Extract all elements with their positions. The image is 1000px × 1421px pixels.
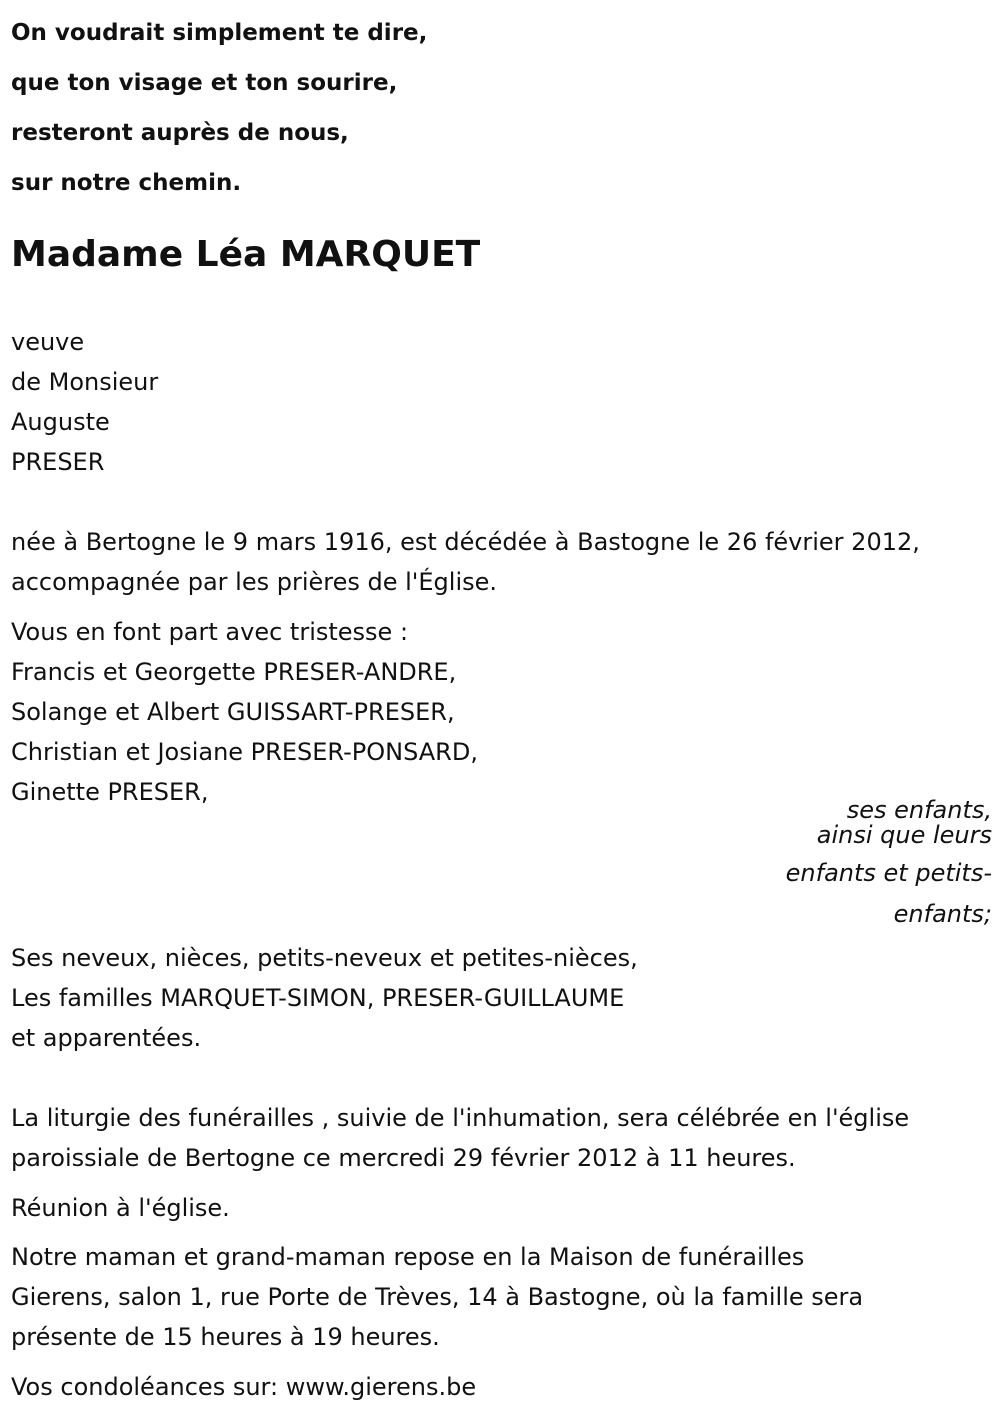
widow-line: de Monsieur xyxy=(11,368,159,396)
poem-line: sur notre chemin. xyxy=(11,170,242,196)
children-note xyxy=(786,797,992,929)
widow-line: PRESER xyxy=(11,448,105,476)
paragraph-line: paroissiale de Bertogne ce mercredi 29 février 2012 à 11 heures. xyxy=(11,1144,796,1172)
widow-line: Auguste xyxy=(11,408,110,436)
family-member: Francis et Georgette PRESER-ANDRE, xyxy=(11,658,457,686)
children-note-line: ainsi que leurs xyxy=(816,821,992,849)
meeting-point xyxy=(11,1188,230,1228)
widow-of-block xyxy=(11,322,158,482)
obituary-notice xyxy=(11,0,992,1421)
family-member: Christian et Josiane PRESER-PONSARD, xyxy=(11,738,478,766)
condolences-text: Vos condoléances sur: www.gierens.be xyxy=(11,1373,477,1401)
paragraph-line: née à Bertogne le 9 mars 1916, est décédée à Bastogne le 26 février 2012, xyxy=(11,528,920,556)
paragraph-line: Gierens, salon 1, rue Porte de Trèves, 14 à Bastogne, où la famille sera xyxy=(11,1283,864,1311)
condolences-line xyxy=(11,1367,476,1407)
announcement-intro: Vous en font part avec tristesse : xyxy=(11,618,409,646)
children-note-line: ses enfants, xyxy=(846,796,992,824)
funeral-home-paragraph xyxy=(11,1237,863,1357)
paragraph-line: accompagnée par les prières de l'Église. xyxy=(11,568,498,596)
poem-line: que ton visage et ton sourire, xyxy=(11,70,398,96)
paragraph-line: et apparentées. xyxy=(11,1024,202,1052)
family-member: Solange et Albert GUISSART-PRESER, xyxy=(11,698,455,726)
poem-line: resteront auprès de nous, xyxy=(11,120,349,146)
deceased-name-title: Madame Léa MARQUET xyxy=(11,234,481,275)
funeral-liturgy-paragraph xyxy=(11,1098,909,1178)
announcement-list xyxy=(11,612,478,812)
birth-death-paragraph xyxy=(11,522,920,602)
paragraph-line: Notre maman et grand-maman repose en la Maison de funérailles xyxy=(11,1243,805,1271)
paragraph-line: Les familles MARQUET-SIMON, PRESER-GUILLAUME xyxy=(11,984,625,1012)
paragraph-line: présente de 15 heures à 19 heures. xyxy=(11,1323,440,1351)
children-note-line: enfants et petits- xyxy=(785,859,992,887)
poem xyxy=(11,8,711,208)
relatives-paragraph xyxy=(11,938,638,1058)
children-note-line: enfants; xyxy=(893,900,992,928)
widow-line: veuve xyxy=(11,328,85,356)
family-member: Ginette PRESER, xyxy=(11,778,209,806)
paragraph-line: Ses neveux, nièces, petits-neveux et petites-nièces, xyxy=(11,944,638,972)
poem-line: On voudrait simplement te dire, xyxy=(11,20,428,46)
paragraph-line: La liturgie des funérailles , suivie de l'inhumation, sera célébrée en l'église xyxy=(11,1104,910,1132)
paragraph-line: Réunion à l'église. xyxy=(11,1194,230,1222)
